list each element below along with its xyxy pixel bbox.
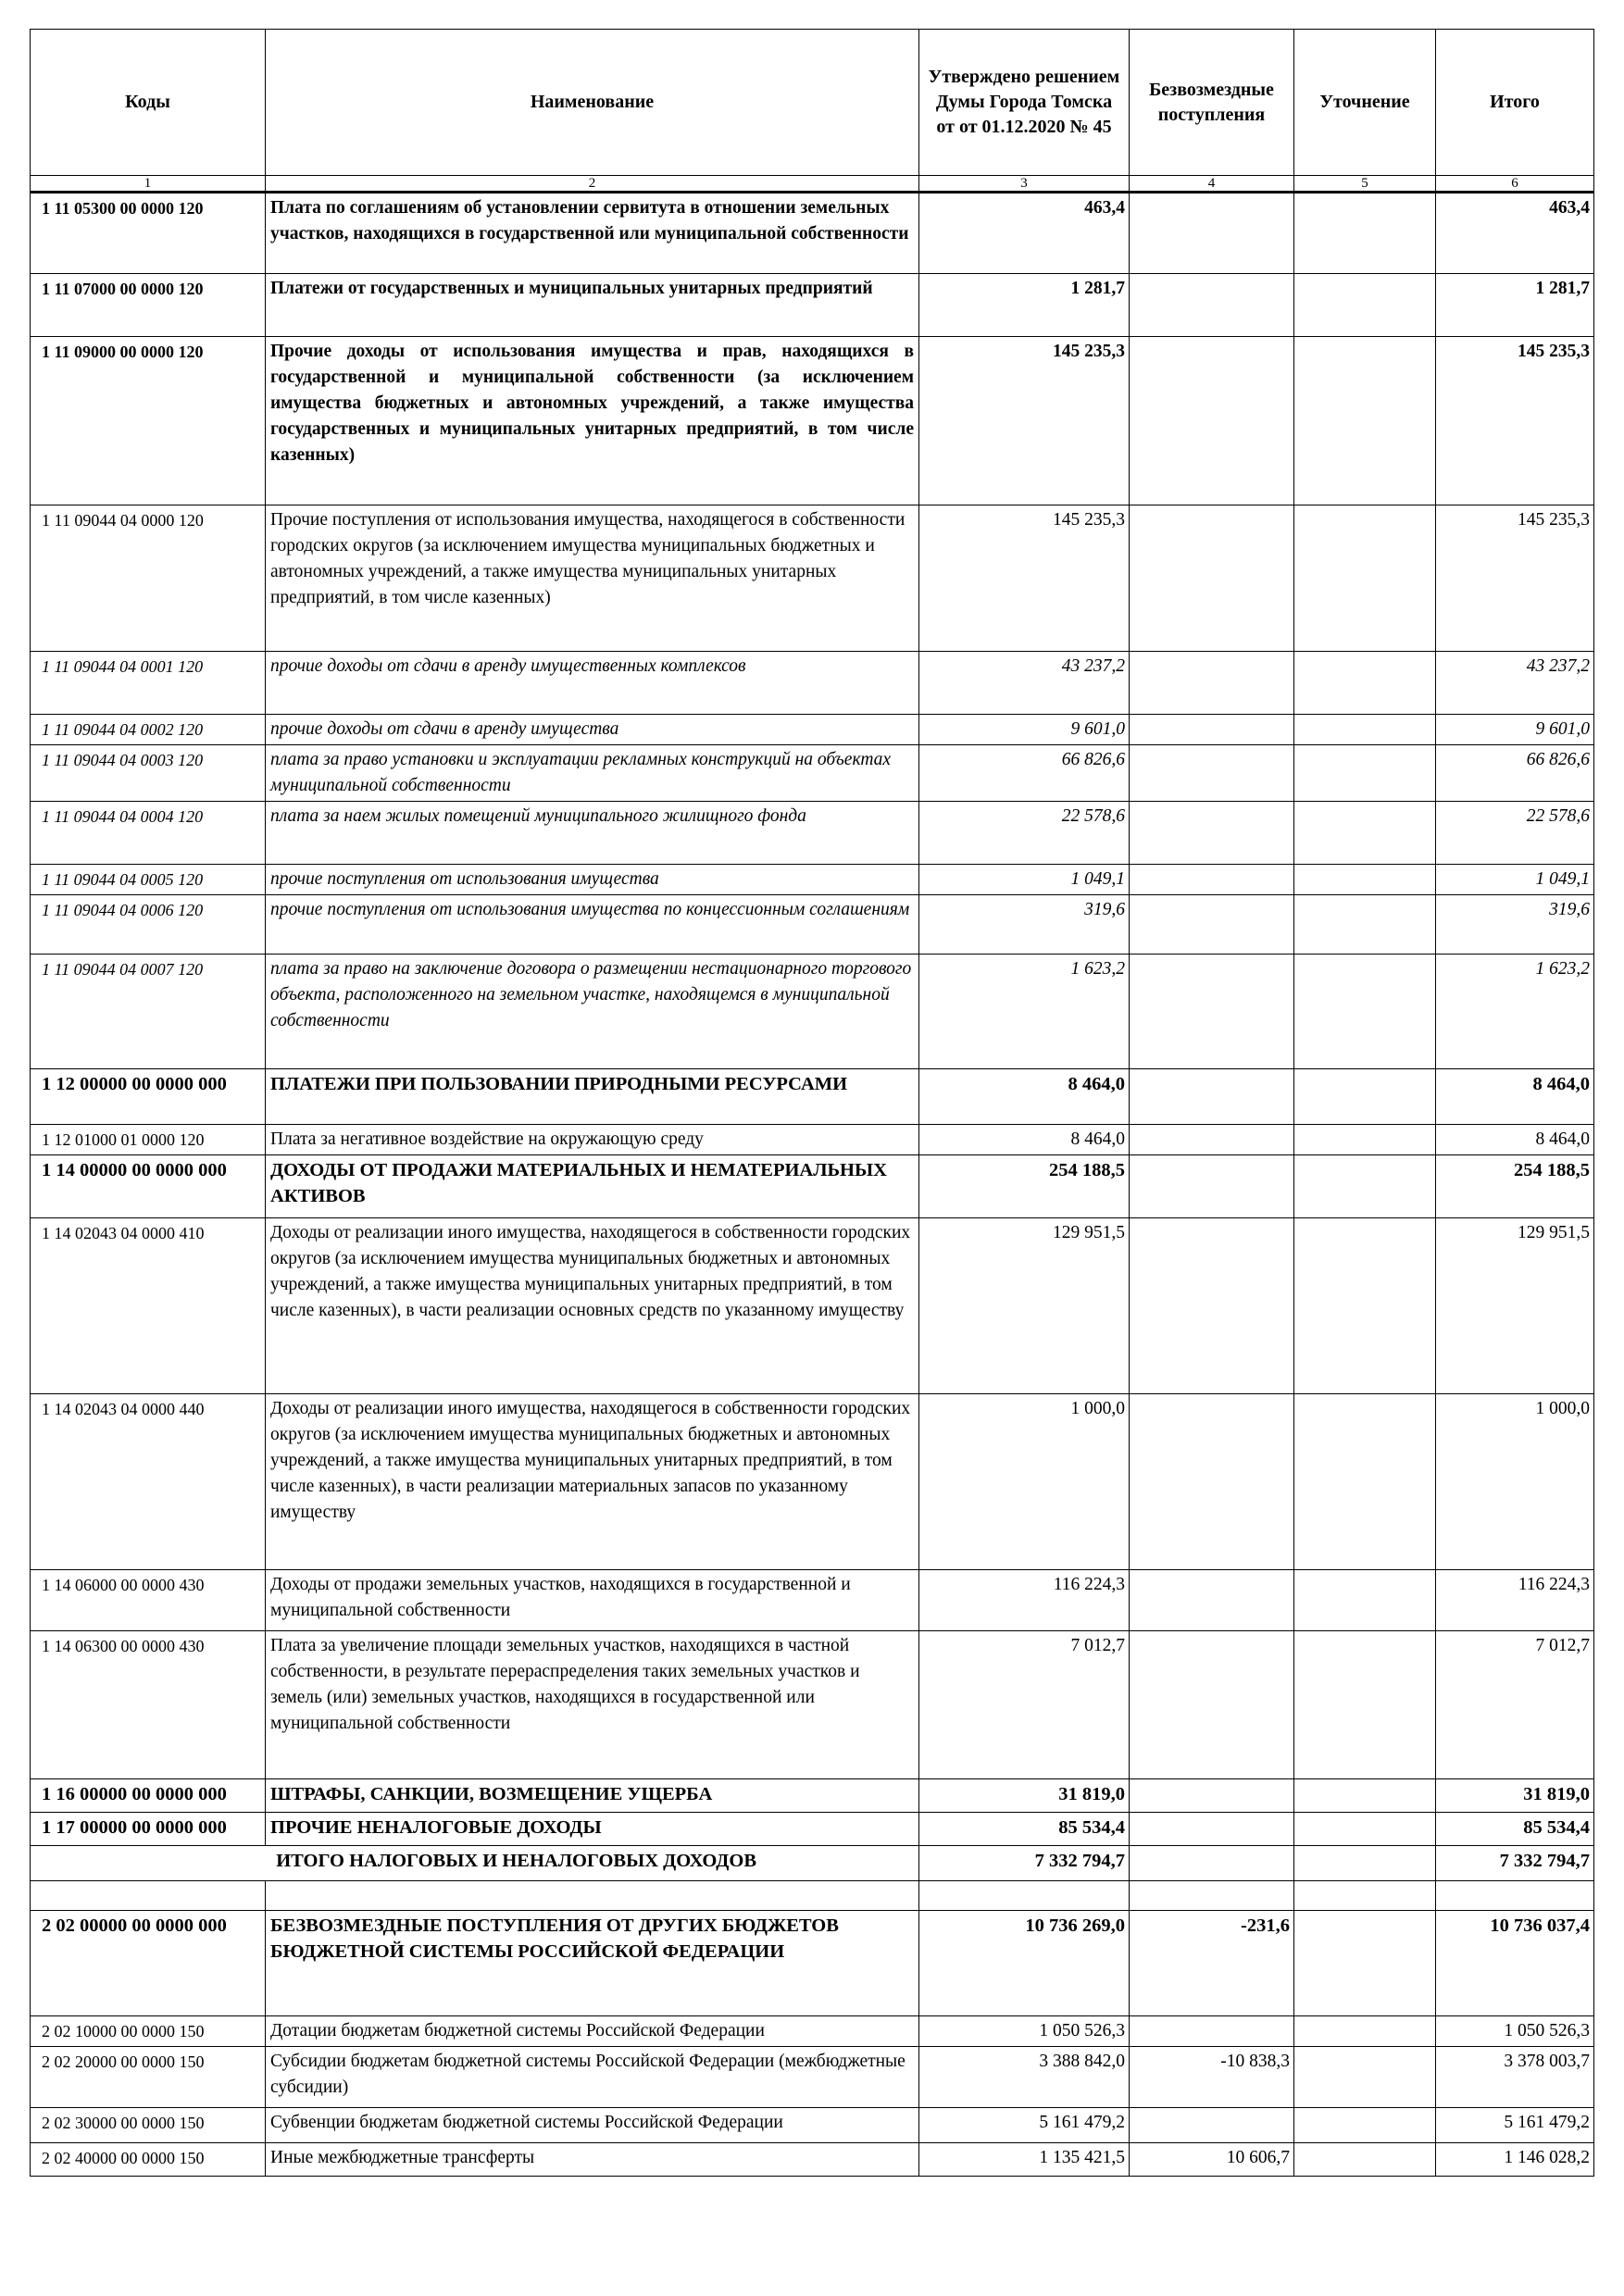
row-grants — [1130, 1570, 1294, 1631]
table-row — [31, 2143, 1594, 2177]
row-name: Доходы от реализации иного имущества, находящегося в собственности городских округов (за исключением имущества муниципальных бюджетных и автономных учреждений, а также имущества муниципальных унитарных предприятий, в том числе казенных), в части реализации основных средств по указанному имуществу — [266, 1218, 919, 1394]
row-total: 9 601,0 — [1436, 715, 1594, 745]
table-row — [31, 955, 1594, 1069]
row-name: прочие доходы от сдачи в аренду имущественных комплексов — [266, 652, 919, 715]
row-name: Субвенции бюджетам бюджетной системы Российской Федерации — [266, 2108, 919, 2143]
row-approved: 1 135 421,5 — [919, 2143, 1130, 2177]
row-total: 3 378 003,7 — [1436, 2047, 1594, 2108]
row-approved: 5 161 479,2 — [919, 2108, 1130, 2143]
row-name: БЕЗВОЗМЕЗДНЫЕ ПОСТУПЛЕНИЯ ОТ ДРУГИХ БЮДЖЕТОВ БЮДЖЕТНОЙ СИСТЕМЫ РОССИЙСКОЙ ФЕДЕРАЦИИ — [266, 1911, 919, 2016]
row-total: 1 000,0 — [1436, 1394, 1594, 1570]
table-row — [31, 193, 1594, 274]
column-number: 4 — [1130, 176, 1294, 193]
row-code: 1 17 00000 00 0000 000 — [31, 1813, 266, 1846]
table-row — [31, 652, 1594, 715]
row-name: Дотации бюджетам бюджетной системы Российской Федерации — [266, 2016, 919, 2047]
row-code: 1 14 06000 00 0000 430 — [31, 1570, 266, 1631]
row-total: 1 050 526,3 — [1436, 2016, 1594, 2047]
row-approved: 129 951,5 — [919, 1218, 1130, 1394]
row-grants — [1130, 715, 1294, 745]
row-name: Доходы от реализации иного имущества, находящегося в собственности городских округов (за исключением имущества муниципальных бюджетных и автономных учреждений, а также имущества муниципальных унитарных предприятий, в том числе казенных), в части реализации материальных запасов по указанному имуществу — [266, 1394, 919, 1570]
header-codes: Коды — [31, 30, 266, 176]
row-code: 1 12 01000 01 0000 120 — [31, 1125, 266, 1155]
row-grants — [1130, 1779, 1294, 1813]
row-code: 1 11 09044 04 0006 120 — [31, 895, 266, 955]
table-row — [31, 1394, 1594, 1570]
row-total: 1 049,1 — [1436, 865, 1594, 895]
row-grants — [1130, 745, 1294, 802]
row-clarification — [1294, 193, 1436, 274]
row-name: ПРОЧИЕ НЕНАЛОГОВЫЕ ДОХОДЫ — [266, 1813, 919, 1846]
empty-cell — [31, 1881, 266, 1911]
row-grants — [1130, 1813, 1294, 1846]
row-grants — [1130, 865, 1294, 895]
row-grants — [1130, 505, 1294, 652]
row-grants — [1130, 1846, 1294, 1881]
empty-cell — [1294, 1881, 1436, 1911]
row-approved: 116 224,3 — [919, 1570, 1130, 1631]
row-grants — [1130, 2016, 1294, 2047]
row-code: 2 02 10000 00 0000 150 — [31, 2016, 266, 2047]
row-clarification — [1294, 652, 1436, 715]
row-clarification — [1294, 1846, 1436, 1881]
table-row — [31, 865, 1594, 895]
row-total: 463,4 — [1436, 193, 1594, 274]
row-code: 1 11 05300 00 0000 120 — [31, 193, 266, 274]
row-clarification — [1294, 274, 1436, 337]
row-code: 1 12 00000 00 0000 000 — [31, 1069, 266, 1125]
table-row — [31, 802, 1594, 865]
row-grants — [1130, 1218, 1294, 1394]
row-clarification — [1294, 1779, 1436, 1813]
row-code: 2 02 30000 00 0000 150 — [31, 2108, 266, 2143]
table-row — [31, 1631, 1594, 1779]
row-code: 1 11 09044 04 0001 120 — [31, 652, 266, 715]
row-name: Плата за увеличение площади земельных участков, находящихся в частной собственности, в результате перераспределения таких земельных участков и земель (или) земельных участков, находящихся в государственной или муниципальной собственности — [266, 1631, 919, 1779]
row-grants — [1130, 1125, 1294, 1155]
row-approved: 10 736 269,0 — [919, 1911, 1130, 2016]
row-total: 10 736 037,4 — [1436, 1911, 1594, 2016]
row-code: 1 11 09044 04 0000 120 — [31, 505, 266, 652]
row-total: 1 281,7 — [1436, 274, 1594, 337]
row-total: 1 623,2 — [1436, 955, 1594, 1069]
row-clarification — [1294, 2143, 1436, 2177]
table-row — [31, 715, 1594, 745]
row-grants — [1130, 2108, 1294, 2143]
row-name: Платежи от государственных и муниципальных унитарных предприятий — [266, 274, 919, 337]
row-approved: 1 050 526,3 — [919, 2016, 1130, 2047]
row-code: 1 14 02043 04 0000 440 — [31, 1394, 266, 1570]
row-approved: 1 049,1 — [919, 865, 1130, 895]
row-total: 145 235,3 — [1436, 337, 1594, 505]
row-grants — [1130, 274, 1294, 337]
column-number-row — [31, 176, 1594, 193]
row-clarification — [1294, 955, 1436, 1069]
row-approved: 1 281,7 — [919, 274, 1130, 337]
row-name: плата за право на заключение договора о размещении нестационарного торгового объекта, расположенного на земельном участке, находящемся в муниципальной собственности — [266, 955, 919, 1069]
row-code: 2 02 40000 00 0000 150 — [31, 2143, 266, 2177]
row-clarification — [1294, 2016, 1436, 2047]
row-approved: 145 235,3 — [919, 337, 1130, 505]
row-approved: 9 601,0 — [919, 715, 1130, 745]
row-total: 145 235,3 — [1436, 505, 1594, 652]
row-grants — [1130, 193, 1294, 274]
table-row — [31, 1813, 1594, 1846]
table-row — [31, 1069, 1594, 1125]
budget-table-sheet — [30, 29, 1593, 2177]
row-code: 1 11 09044 04 0007 120 — [31, 955, 266, 1069]
row-name: Прочие поступления от использования имущества, находящегося в собственности городских округов (за исключением имущества муниципальных бюджетных и автономных учреждений, а также имущества муниципальных унитарных предприятий, в том числе казенных) — [266, 505, 919, 652]
row-total: 22 578,6 — [1436, 802, 1594, 865]
row-total: 7 332 794,7 — [1436, 1846, 1594, 1881]
table-row — [31, 1911, 1594, 2016]
row-clarification — [1294, 2047, 1436, 2108]
row-clarification — [1294, 2108, 1436, 2143]
row-approved: 8 464,0 — [919, 1125, 1130, 1155]
header-approved: Утверждено решением Думы Города Томска от от 01.12.2020 № 45 — [919, 30, 1130, 176]
row-clarification — [1294, 1069, 1436, 1125]
row-name: прочие доходы от сдачи в аренду имущества — [266, 715, 919, 745]
column-number: 3 — [919, 176, 1130, 193]
empty-cell — [1436, 1881, 1594, 1911]
row-name: Прочие доходы от использования имущества и прав, находящихся в государственной и муниципальной собственности (за исключением имущества бюджетных и автономных учреждений, а также имущества государственных и муниципальных унитарных предприятий, в том числе казенных) — [266, 337, 919, 505]
table-row — [31, 274, 1594, 337]
header-total: Итого — [1436, 30, 1594, 176]
row-approved: 8 464,0 — [919, 1069, 1130, 1125]
table-row — [31, 745, 1594, 802]
row-name: ШТРАФЫ, САНКЦИИ, ВОЗМЕЩЕНИЕ УЩЕРБА — [266, 1779, 919, 1813]
row-grants: -10 838,3 — [1130, 2047, 1294, 2108]
row-code: 2 02 20000 00 0000 150 — [31, 2047, 266, 2108]
row-name: прочие поступления от использования имущества — [266, 865, 919, 895]
header-grants: Безвозмездные поступления — [1130, 30, 1294, 176]
row-code: 1 11 09000 00 0000 120 — [31, 337, 266, 505]
row-clarification — [1294, 1570, 1436, 1631]
row-total: 7 012,7 — [1436, 1631, 1594, 1779]
row-total: 8 464,0 — [1436, 1125, 1594, 1155]
column-number: 1 — [31, 176, 266, 193]
table-row — [31, 1155, 1594, 1218]
total-label: ИТОГО НАЛОГОВЫХ И НЕНАЛОГОВЫХ ДОХОДОВ — [31, 1846, 919, 1881]
row-clarification — [1294, 1394, 1436, 1570]
row-grants — [1130, 1069, 1294, 1125]
row-grants — [1130, 337, 1294, 505]
column-number: 2 — [266, 176, 919, 193]
column-number: 5 — [1294, 176, 1436, 193]
row-name: ПЛАТЕЖИ ПРИ ПОЛЬЗОВАНИИ ПРИРОДНЫМИ РЕСУРСАМИ — [266, 1069, 919, 1125]
table-row — [31, 895, 1594, 955]
row-code: 2 02 00000 00 0000 000 — [31, 1911, 266, 2016]
row-code: 1 11 09044 04 0003 120 — [31, 745, 266, 802]
row-name: прочие поступления от использования имущества по концессионным соглашениям — [266, 895, 919, 955]
row-code: 1 16 00000 00 0000 000 — [31, 1779, 266, 1813]
table-row — [31, 2047, 1594, 2108]
row-code: 1 11 09044 04 0004 120 — [31, 802, 266, 865]
table-row — [31, 2108, 1594, 2143]
row-approved: 319,6 — [919, 895, 1130, 955]
row-approved: 145 235,3 — [919, 505, 1130, 652]
table-row — [31, 1779, 1594, 1813]
row-grants: 10 606,7 — [1130, 2143, 1294, 2177]
row-total: 5 161 479,2 — [1436, 2108, 1594, 2143]
header-name: Наименование — [266, 30, 919, 176]
row-grants — [1130, 895, 1294, 955]
row-total: 31 819,0 — [1436, 1779, 1594, 1813]
row-clarification — [1294, 802, 1436, 865]
table-row — [31, 1125, 1594, 1155]
row-name: Иные межбюджетные трансферты — [266, 2143, 919, 2177]
row-code: 1 14 06300 00 0000 430 — [31, 1631, 266, 1779]
row-total: 319,6 — [1436, 895, 1594, 955]
row-approved: 1 000,0 — [919, 1394, 1130, 1570]
row-grants — [1130, 955, 1294, 1069]
row-approved: 43 237,2 — [919, 652, 1130, 715]
row-clarification — [1294, 1911, 1436, 2016]
row-code: 1 14 00000 00 0000 000 — [31, 1155, 266, 1218]
row-clarification — [1294, 337, 1436, 505]
row-code: 1 11 09044 04 0005 120 — [31, 865, 266, 895]
table-row — [31, 337, 1594, 505]
row-clarification — [1294, 895, 1436, 955]
row-clarification — [1294, 1631, 1436, 1779]
row-approved: 31 819,0 — [919, 1779, 1130, 1813]
table-row — [31, 1570, 1594, 1631]
header-clarification: Уточнение — [1294, 30, 1436, 176]
row-name: Доходы от продажи земельных участков, находящихся в государственной и муниципальной собственности — [266, 1570, 919, 1631]
row-name: плата за наем жилых помещений муниципального жилищного фонда — [266, 802, 919, 865]
row-grants — [1130, 1394, 1294, 1570]
row-grants — [1130, 1155, 1294, 1218]
row-total: 66 826,6 — [1436, 745, 1594, 802]
row-total: 8 464,0 — [1436, 1069, 1594, 1125]
row-code: 1 14 02043 04 0000 410 — [31, 1218, 266, 1394]
column-number: 6 — [1436, 176, 1594, 193]
spacer-row — [31, 1881, 1594, 1911]
row-name: плата за право установки и эксплуатации рекламных конструкций на объектах муниципальной собственности — [266, 745, 919, 802]
row-name: Плата по соглашениям об установлении сервитута в отношении земельных участков, находящихся в государственной или муниципальной собственности — [266, 193, 919, 274]
row-approved: 66 826,6 — [919, 745, 1130, 802]
row-total: 116 224,3 — [1436, 1570, 1594, 1631]
row-clarification — [1294, 865, 1436, 895]
row-code: 1 11 09044 04 0002 120 — [31, 715, 266, 745]
row-total: 254 188,5 — [1436, 1155, 1594, 1218]
row-total: 85 534,4 — [1436, 1813, 1594, 1846]
table-row — [31, 2016, 1594, 2047]
table-header-row — [31, 30, 1594, 176]
budget-table — [30, 29, 1594, 2177]
empty-cell — [1130, 1881, 1294, 1911]
row-name: ДОХОДЫ ОТ ПРОДАЖИ МАТЕРИАЛЬНЫХ И НЕМАТЕРИАЛЬНЫХ АКТИВОВ — [266, 1155, 919, 1218]
tax-nontax-total-row — [31, 1846, 1594, 1881]
row-approved: 463,4 — [919, 193, 1130, 274]
row-clarification — [1294, 745, 1436, 802]
row-approved: 1 623,2 — [919, 955, 1130, 1069]
table-row — [31, 1218, 1594, 1394]
row-clarification — [1294, 1813, 1436, 1846]
row-clarification — [1294, 715, 1436, 745]
row-clarification — [1294, 1155, 1436, 1218]
row-name: Субсидии бюджетам бюджетной системы Российской Федерации (межбюджетные субсидии) — [266, 2047, 919, 2108]
row-grants: -231,6 — [1130, 1911, 1294, 2016]
row-total: 43 237,2 — [1436, 652, 1594, 715]
row-clarification — [1294, 1125, 1436, 1155]
row-code: 1 11 07000 00 0000 120 — [31, 274, 266, 337]
row-clarification — [1294, 1218, 1436, 1394]
row-approved: 3 388 842,0 — [919, 2047, 1130, 2108]
table-row — [31, 505, 1594, 652]
row-approved: 85 534,4 — [919, 1813, 1130, 1846]
empty-cell — [266, 1881, 919, 1911]
row-total: 129 951,5 — [1436, 1218, 1594, 1394]
empty-cell — [919, 1881, 1130, 1911]
row-approved: 254 188,5 — [919, 1155, 1130, 1218]
row-total: 1 146 028,2 — [1436, 2143, 1594, 2177]
row-grants — [1130, 802, 1294, 865]
row-grants — [1130, 652, 1294, 715]
row-approved: 7 012,7 — [919, 1631, 1130, 1779]
row-approved: 22 578,6 — [919, 802, 1130, 865]
row-name: Плата за негативное воздействие на окружающую среду — [266, 1125, 919, 1155]
row-grants — [1130, 1631, 1294, 1779]
row-approved: 7 332 794,7 — [919, 1846, 1130, 1881]
row-clarification — [1294, 505, 1436, 652]
